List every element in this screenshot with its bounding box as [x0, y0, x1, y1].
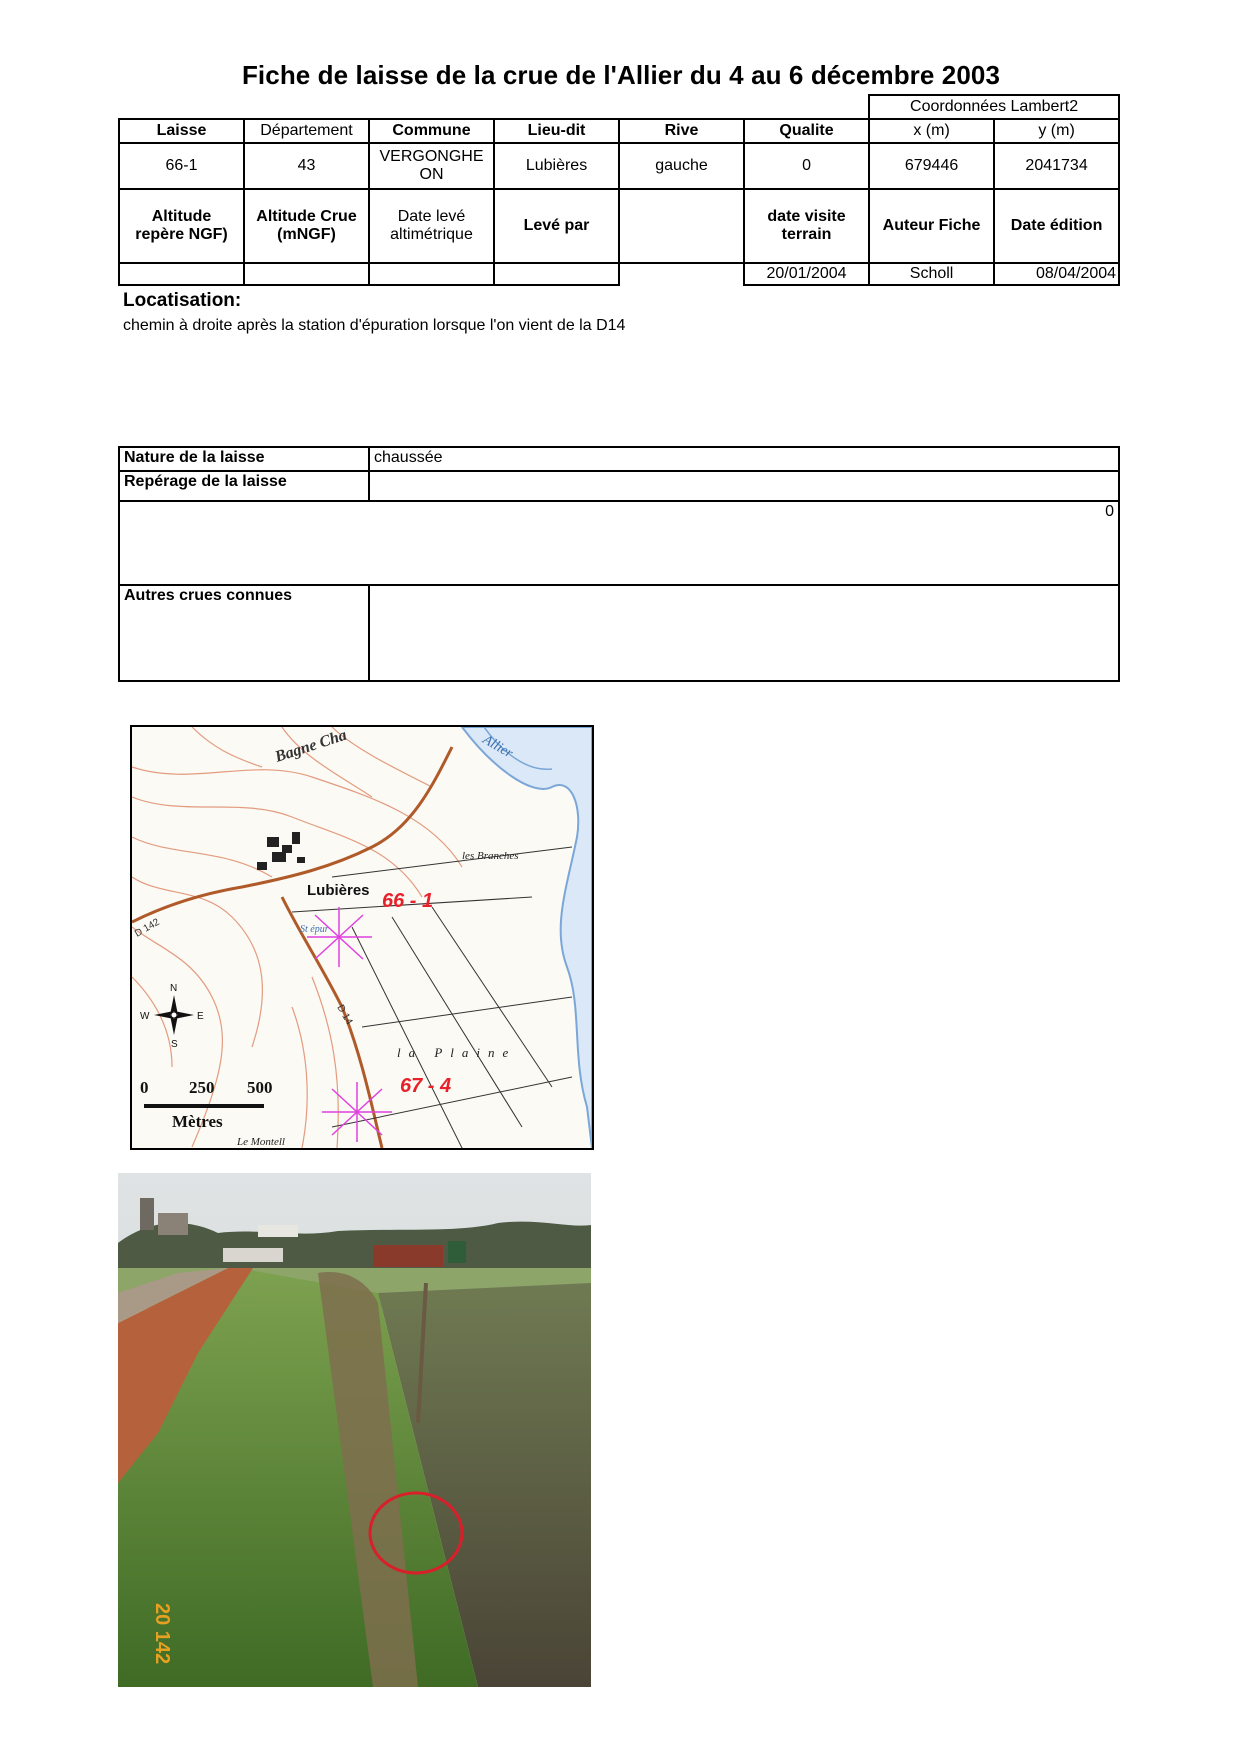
label-les-branches: les Branches — [462, 850, 519, 862]
cell-laisse: 66-1 — [119, 143, 244, 189]
scale-bar — [144, 1104, 264, 1108]
photo-house — [158, 1213, 188, 1235]
reperage-value: 0 — [119, 501, 1119, 585]
label-d142: D 142 — [133, 916, 162, 940]
cell-commune — [369, 143, 494, 189]
field-photo — [118, 1173, 591, 1687]
header-table — [118, 94, 1120, 286]
reperage-empty — [369, 471, 1119, 501]
col-altitude-repere — [119, 189, 244, 263]
date-leve-line1: Date levé — [397, 207, 466, 225]
commune-line2: ON — [419, 166, 444, 183]
north-arrow-icon — [154, 995, 194, 1035]
compass-w: W — [140, 1011, 150, 1022]
col-qualite: Qualite — [744, 119, 869, 143]
gap-cell — [619, 263, 744, 285]
col-auteur-fiche: Auteur Fiche — [869, 189, 994, 263]
date-visite-line2: terrain — [781, 226, 832, 243]
river-allier — [462, 727, 592, 1148]
col-altitude-crue — [244, 189, 369, 263]
col-commune: Commune — [369, 119, 494, 143]
scale-250: 250 — [189, 1078, 215, 1097]
cell-date-visite: 20/01/2004 — [744, 263, 869, 285]
cell-leve-par — [494, 263, 619, 285]
altitude-crue-line2: (mNGF) — [277, 226, 336, 243]
cell-altitude-crue — [244, 263, 369, 285]
photo-tractor — [448, 1241, 466, 1263]
col-date-leve — [369, 189, 494, 263]
cell-rive: gauche — [619, 143, 744, 189]
cell-date-leve — [369, 263, 494, 285]
cell-lieu-dit: Lubières — [494, 143, 619, 189]
village-buildings — [257, 832, 305, 870]
scale-500: 500 — [247, 1078, 273, 1097]
cell-y: 2041734 — [994, 143, 1119, 189]
label-laisse-66-1: 66 - 1 — [382, 890, 434, 912]
cell-altitude-repere — [119, 263, 244, 285]
col-rive: Rive — [619, 119, 744, 143]
altitude-crue-line1: Altitude Crue — [256, 207, 357, 225]
date-leve-line2: altimétrique — [390, 226, 473, 243]
cell-qualite: 0 — [744, 143, 869, 189]
page-title: Fiche de laisse de la crue de l'Allier du 4 au 6 décembre 2003 — [241, 60, 1001, 90]
col-lieu-dit: Lieu-dit — [494, 119, 619, 143]
nature-label: Nature de la laisse — [119, 447, 369, 471]
label-st-epur: St épur — [300, 924, 329, 935]
photo-tower — [140, 1198, 154, 1230]
cell-date-edition: 08/04/2004 — [994, 263, 1119, 285]
scale-0: 0 — [140, 1078, 149, 1097]
col-date-edition: Date édition — [994, 189, 1119, 263]
col-departement: Département — [244, 119, 369, 143]
label-bagne: Bagne Cha — [272, 727, 349, 766]
photo-machinery — [373, 1245, 443, 1267]
altitude-repere-line1: Altitude — [151, 207, 212, 225]
location-map — [130, 725, 594, 1150]
compass-s: S — [171, 1039, 178, 1050]
photo-shed — [223, 1248, 283, 1262]
label-le-montell: Le Montell — [237, 1136, 285, 1148]
nature-table — [118, 446, 1120, 682]
compass-n: N — [170, 983, 178, 994]
col-y: y (m) — [994, 119, 1119, 143]
photo-date-stamp: 20 142 — [151, 1603, 173, 1665]
date-visite-line1: date visite — [767, 207, 846, 225]
map-svg — [132, 727, 592, 1148]
scale-metres: Mètres — [172, 1112, 223, 1131]
cell-auteur-fiche: Scholl — [869, 263, 994, 285]
label-lubieres: Lubières — [307, 882, 370, 899]
cell-x: 679446 — [869, 143, 994, 189]
autres-crues-label: Autres crues connues — [119, 585, 369, 681]
label-laisse-67-4: 67 - 4 — [400, 1075, 452, 1097]
reperage-label: Repérage de la laisse — [119, 471, 369, 501]
label-la-plaine: la Plaine — [397, 1045, 517, 1060]
empty-cell — [619, 189, 744, 263]
label-d14: D 14 — [334, 1003, 355, 1027]
label-allier: Allier — [480, 732, 516, 762]
altitude-repere-line2: repère NGF) — [135, 226, 228, 243]
nature-value: chaussée — [369, 447, 1119, 471]
compass-e: E — [197, 1011, 204, 1022]
col-laisse: Laisse — [119, 119, 244, 143]
col-x: x (m) — [869, 119, 994, 143]
cell-departement: 43 — [244, 143, 369, 189]
commune-line1: VERGONGHE — [379, 147, 484, 165]
locatisation-text: chemin à droite après la station d'épuration lorsque l'on vient de la D14 — [123, 317, 626, 334]
marker-66-1-icon — [307, 907, 372, 967]
col-leve-par: Levé par — [494, 189, 619, 263]
photo-building — [258, 1225, 298, 1237]
autres-crues-value — [369, 585, 1119, 681]
photo-svg — [118, 1173, 591, 1687]
marker-67-4-icon — [322, 1082, 392, 1142]
col-date-visite — [744, 189, 869, 263]
coord-group-label: Coordonnées Lambert2 — [869, 95, 1119, 119]
locatisation-label: Locatisation: — [123, 290, 242, 311]
